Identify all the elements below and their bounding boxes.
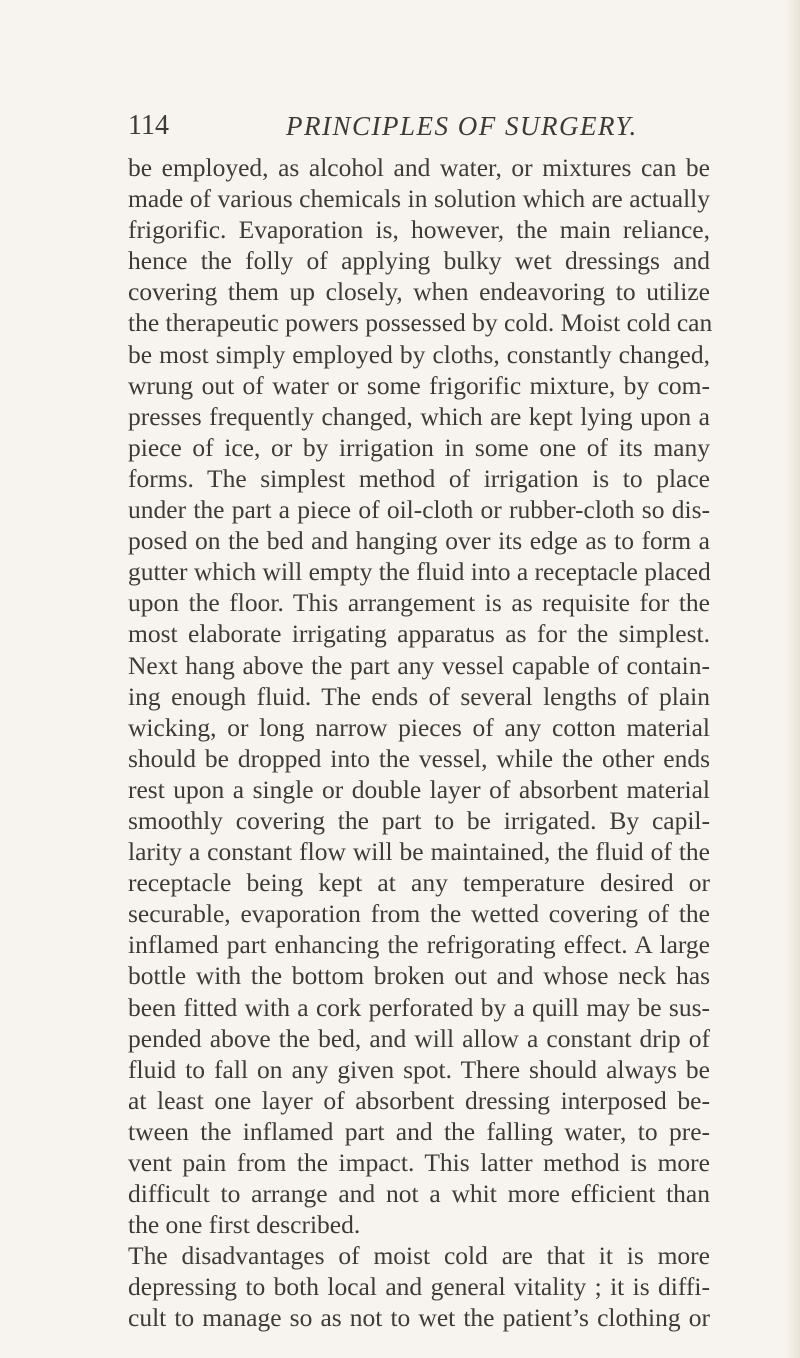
text-line: been fitted with a cork perforated by a quill may be sus- <box>128 992 710 1022</box>
text-line: frigorific. Evaporation is, however, the main reliance, <box>128 215 710 245</box>
text-line: smoothly covering the part to be irrigated. By capil- <box>128 805 710 835</box>
text-line: wrung out of water or some frigorific mixture, by com- <box>128 370 710 400</box>
text-line: the one first described. <box>128 1210 361 1240</box>
text-line: at least one layer of absorbent dressing interposed be- <box>128 1085 710 1115</box>
text-line: larity a constant flow will be maintained, the fluid of the <box>128 837 710 867</box>
text-line: pended above the bed, and will allow a constant drip of <box>128 1023 710 1053</box>
text-line: be most simply employed by cloths, constantly changed, <box>128 339 710 369</box>
page-edge-shadow <box>786 0 800 1358</box>
text-line: difficult to arrange and not a whit more efficient than <box>128 1179 710 1209</box>
text-line: fluid to fall on any given spot. There should always be <box>128 1054 710 1084</box>
text-line: piece of ice, or by irrigation in some one of its many <box>128 432 710 462</box>
text-line: be employed, as alcohol and water, or mixtures can be <box>128 153 710 182</box>
page-header <box>128 106 688 146</box>
body-text <box>128 152 713 1334</box>
text-line: most elaborate irrigating apparatus as for the simplest. <box>128 619 710 649</box>
text-line: depressing to both local and general vitality ; it is diffi- <box>128 1272 710 1302</box>
text-line: The disadvantages of moist cold are that it is more <box>128 1241 710 1271</box>
text-line: rest upon a single or double layer of absorbent material <box>128 774 710 804</box>
text-line: bottle with the bottom broken out and whose neck has <box>128 961 710 991</box>
text-line: Next hang above the part any vessel capable of contain- <box>128 650 710 680</box>
text-line: made of various chemicals in solution which are actually <box>128 184 710 214</box>
text-line: receptacle being kept at any temperature desired or <box>128 868 710 898</box>
text-line: securable, evaporation from the wetted covering of the <box>128 899 710 929</box>
text-line: wicking, or long narrow pieces of any cotton material <box>128 712 710 742</box>
text-line: vent pain from the impact. This latter method is more <box>128 1148 710 1177</box>
text-line: cult to manage so as not to wet the patient’s clothing or <box>128 1303 710 1333</box>
text-line: the therapeutic powers possessed by cold. Moist cold can <box>128 308 713 338</box>
text-line: posed on the bed and hanging over its edge as to form a <box>128 526 710 556</box>
text-line: inflamed part enhancing the refrigorating effect. A large <box>128 930 710 960</box>
text-line: presses frequently changed, which are kept lying upon a <box>128 401 710 431</box>
running-head: PRINCIPLES OF SURGERY. <box>286 111 638 141</box>
text-line: upon the floor. This arrangement is as requisite for the <box>128 588 710 618</box>
text-line: gutter which will empty the fluid into a receptacle placed <box>128 557 711 587</box>
text-line: ing enough fluid. The ends of several lengths of plain <box>128 681 710 711</box>
page-number: 114 <box>128 110 169 141</box>
text-line: under the part a piece of oil-cloth or rubber-cloth so dis- <box>128 495 710 525</box>
text-line: forms. The simplest method of irrigation is to place <box>128 463 710 493</box>
text-line: covering them up closely, when endeavoring to utilize <box>128 277 710 307</box>
text-line: should be dropped into the vessel, while the other ends <box>128 743 710 773</box>
text-line: hence the folly of applying bulky wet dressings and <box>128 246 710 276</box>
text-line: tween the inflamed part and the falling water, to pre- <box>128 1116 710 1146</box>
